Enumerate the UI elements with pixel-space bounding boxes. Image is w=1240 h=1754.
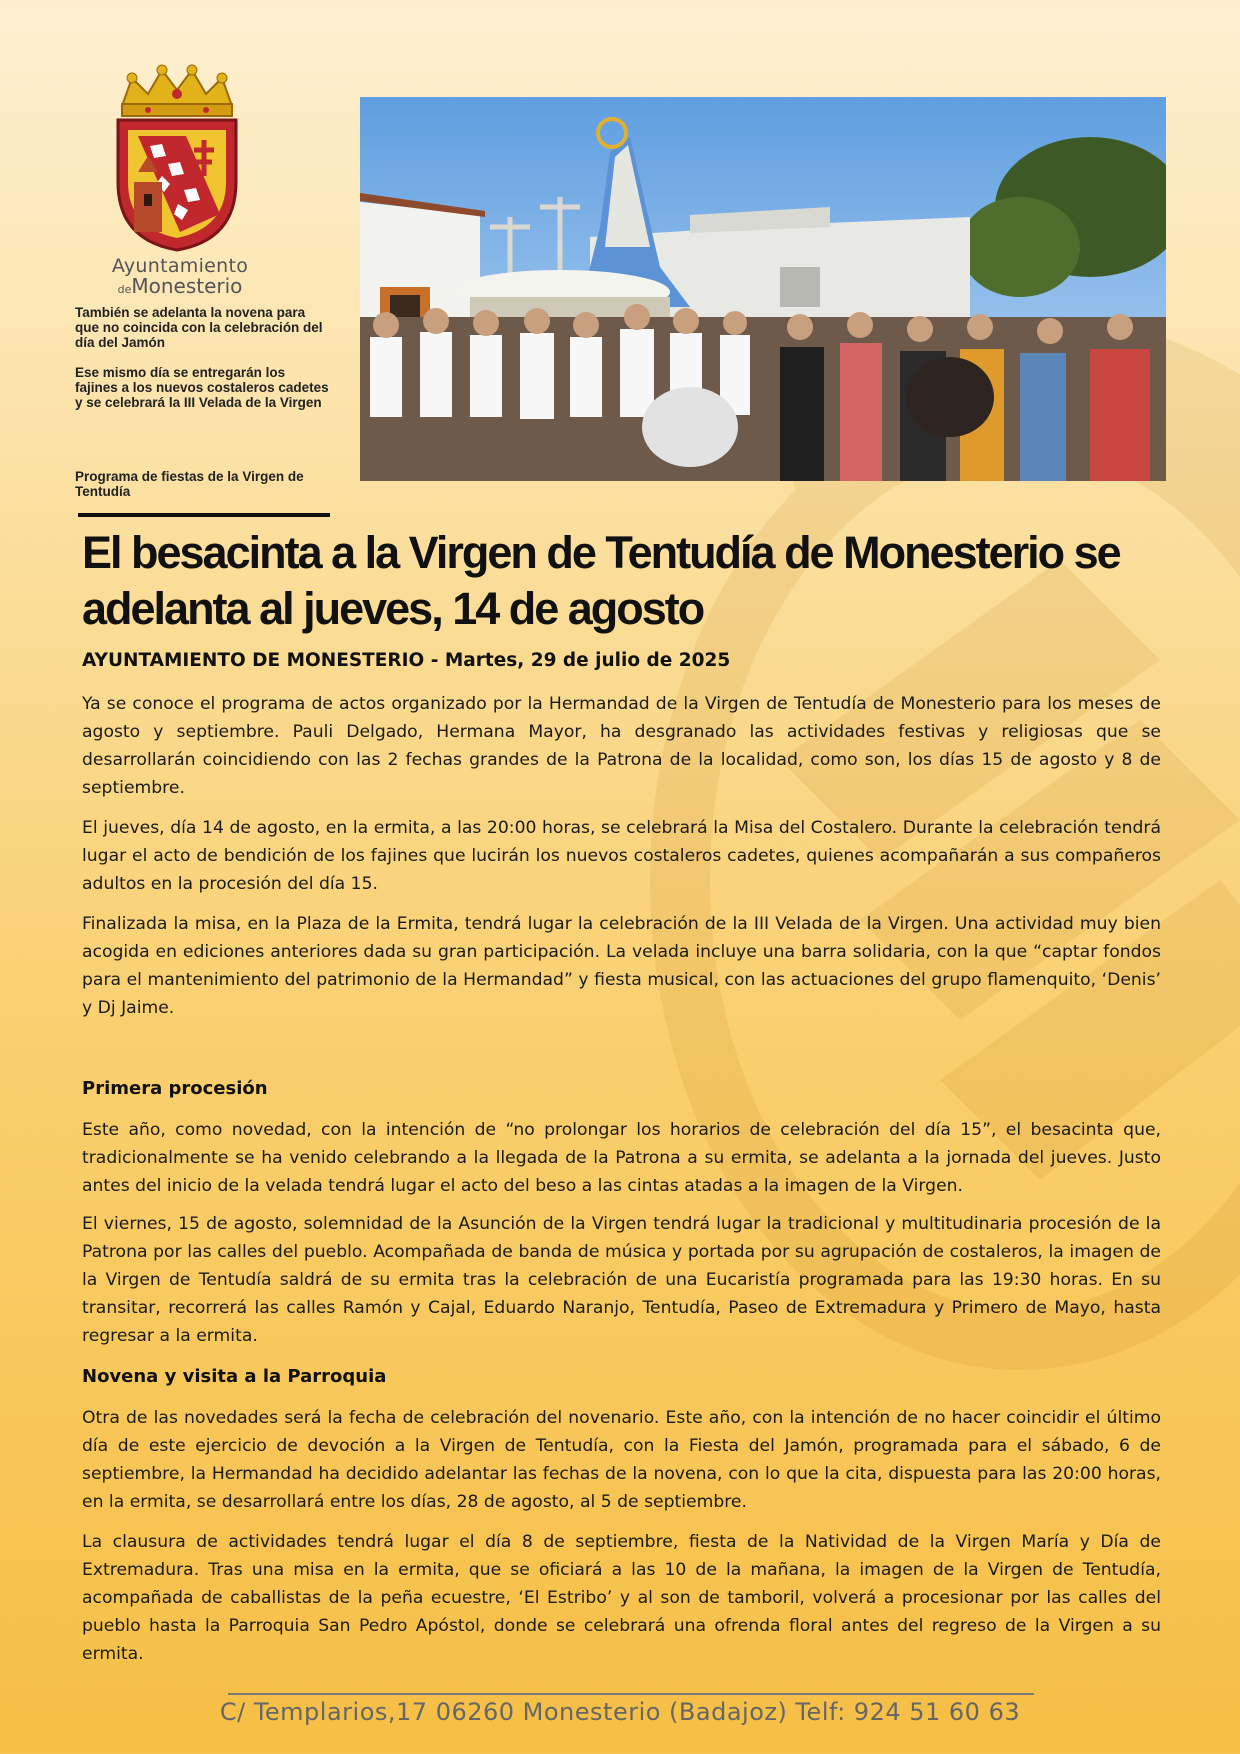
photo-caption: Programa de fiestas de la Virgen de Tentudía	[75, 469, 304, 499]
paragraph-1: Ya se conoce el programa de actos organizado por la Hermandad de la Virgen de Tentudía de Monesterio para los meses de agosto y septiembre. Pauli Delgado, Hermana Mayor, ha desgranado las actividades festivas y religiosas que se desarrollarán coincidiendo con las 2 fechas grandes de la Patrona de la localidad, como son, los días 15 de agosto y 8 de septiembre.	[82, 694, 1161, 798]
subhead-primera-procesion: Primera procesión	[82, 1078, 268, 1099]
byline-source: AYUNTAMIENTO DE MONESTERIO	[82, 650, 425, 671]
paragraph-4: Este año, como novedad, con la intención de “no prolongar los horarios de celebración del día 15”, el besacinta que, tradicionalmente se ha venido celebrando a la llegada de la Patrona a su ermita, se adelanta a la jornada del jueves. Justo antes del inicio de la velada tendrá lugar el acto del beso a las cintas atadas a la imagen de la Virgen.	[82, 1120, 1161, 1196]
monesterio-crest-logo	[108, 64, 246, 254]
footer-rule	[228, 1693, 1034, 1695]
paragraph-3: Finalizada la misa, en la Plaza de la Ermita, tendrá lugar la celebración de la III Velada de la Virgen. Una actividad muy bien acogida en ediciones anteriores dada su gran participación. La velada incluye una barra solidaria, con la que “captar fondos para el mantenimiento del patrimonio de la Hermandad” y fiesta musical, con las actuaciones del grupo flamenquito, ‘Denis’ y Dj Jaime.	[82, 914, 1161, 1018]
paragraph-6: Otra de las novedades será la fecha de celebración del novenario. Este año, con la intención de no hacer coincidir el último día de este ejercicio de devoción a la Virgen de Tentudía, con la Fiesta del Jamón, programada para el sábado, 6 de septiembre, la Hermandad ha decidido adelantar las fechas de la novena, con lo que la cita, dispuesta para las 20:00 horas, en la ermita, se desarrollará entre los días, 28 de agosto, al 5 de septiembre.	[82, 1408, 1161, 1512]
footer-address: C/ Templarios,17 06260 Monesterio (Badajoz) Telf: 924 51 60 63	[219, 1698, 1021, 1726]
byline-date: - Martes, 29 de julio de 2025	[424, 650, 731, 671]
crest-name-line2: Monesterio	[131, 274, 243, 298]
article-headline: El besacinta a la Virgen de Tentudía de Monesterio se adelanta al jueves, 14 de agosto	[82, 527, 1120, 634]
paragraph-2: El jueves, día 14 de agosto, en la ermita, a las 20:00 horas, se celebrará la Misa del Costalero. Durante la celebración tendrá lugar el acto de bendición de los fajines que lucirán los nuevos costaleros cadetes, quienes acompañarán a sus compañeros adultos en la procesión del día 15.	[82, 818, 1161, 894]
sidebar-note-2: Ese mismo día se entregarán los fajines a los nuevos costaleros cadetes y se celebrará la III Velada de la Virgen	[75, 365, 329, 410]
caption-rule	[78, 513, 330, 517]
crest-name	[100, 256, 260, 300]
sidebar-note-1: También se adelanta la novena para que no coincida con la celebración del día del Jamón	[75, 305, 323, 350]
crest-name-line1: Ayuntamiento	[111, 255, 249, 277]
subhead-novena: Novena y visita a la Parroquia	[82, 1366, 387, 1387]
procession-photo	[360, 97, 1166, 481]
paragraph-7: La clausura de actividades tendrá lugar el día 8 de septiembre, fiesta de la Natividad de la Virgen María y Día de Extremadura. Tras una misa en la ermita, que se oficiará a las 10 de la mañana, la imagen de la Virgen de Tentudía, acompañada de caballistas de la peña ecuestre, ‘El Estribo’ y al son de tamboril, volverá a procesionar por las calles del pueblo hasta la Parroquia San Pedro Apóstol, donde se celebrará una ofrenda floral antes del regreso de la Virgen a su ermita.	[82, 1532, 1161, 1664]
paragraph-5: El viernes, 15 de agosto, solemnidad de la Asunción de la Virgen tendrá lugar la tradicional y multitudinaria procesión de la Patrona por las calles del pueblo. Acompañada de banda de música y portada por su agrupación de costaleros, la imagen de la Virgen de Tentudía saldrá de su ermita tras la celebración de una Eucaristía programada para las 19:30 horas. En su transitar, recorrerá las calles Ramón y Cajal, Eduardo Naranjo, Tentudía, Paseo de Extremadura y Primero de Mayo, hasta regresar a la ermita.	[82, 1214, 1161, 1346]
article-byline	[82, 650, 730, 671]
crest-name-de: de	[117, 283, 132, 296]
